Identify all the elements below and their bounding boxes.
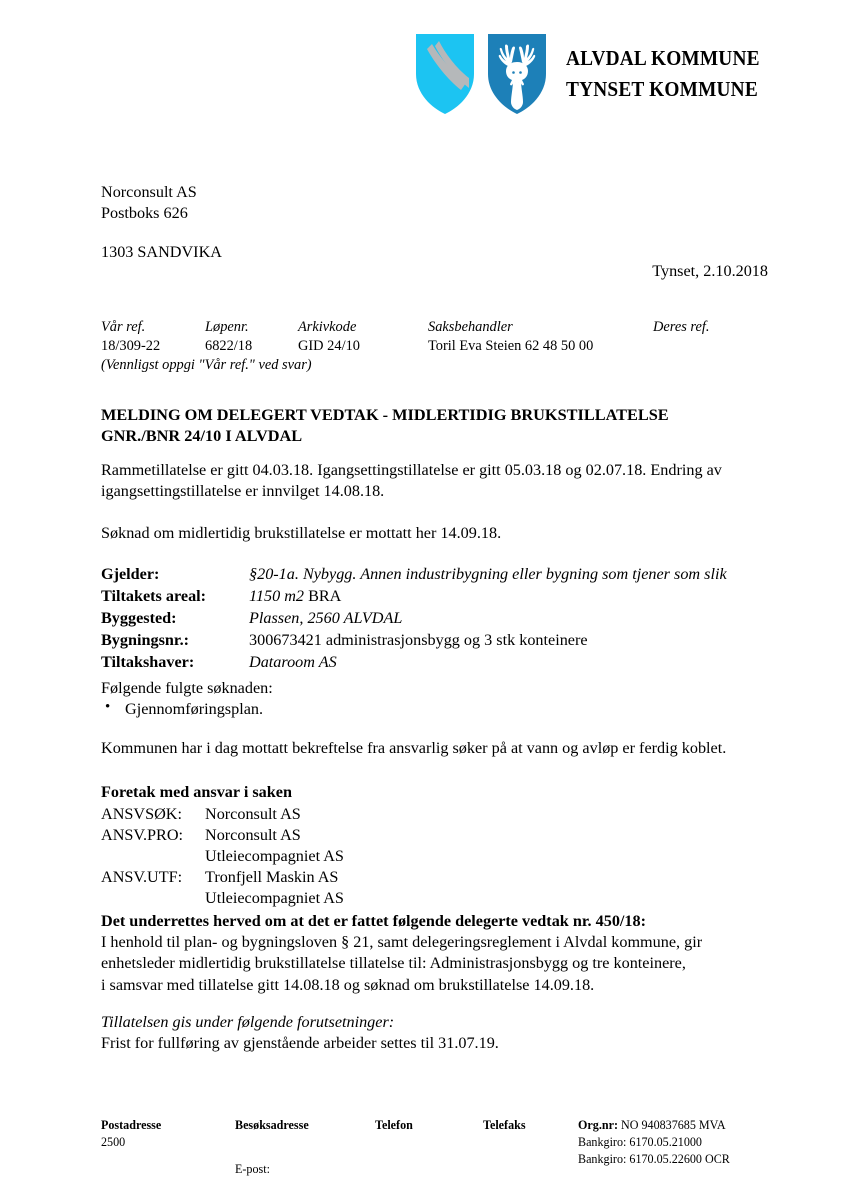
letterhead xyxy=(414,32,781,116)
decision-line3: i samsvar med tillatelse gitt 14.08.18 og søknad om brukstillatelse 14.09.18. xyxy=(101,975,595,994)
reference-table xyxy=(101,318,768,375)
recipient-address-block xyxy=(101,182,222,263)
conditions-line1: Frist for fullføring av gjenstående arbeider settes til 31.07.19. xyxy=(101,1034,499,1053)
detail-row-bygningsnr xyxy=(101,630,768,652)
attachments-section xyxy=(101,678,768,720)
responsible-firms-section xyxy=(101,782,768,909)
detail-value-areal xyxy=(249,586,768,608)
reference-value-row xyxy=(101,337,768,356)
page-footer xyxy=(101,1117,771,1177)
detail-label-areal: Tiltakets areal: xyxy=(101,586,207,605)
reference-note-row xyxy=(101,355,768,375)
footer-spacer-4 xyxy=(101,1150,235,1177)
value-lopenr: 6822/18 xyxy=(205,337,253,354)
footer-bankgiro-1: Bankgiro: 6170.05.21000 xyxy=(578,1135,702,1150)
firm-name: Utleiecompagniet AS xyxy=(205,847,344,866)
footer-header-row xyxy=(101,1117,771,1133)
case-details-table xyxy=(101,564,768,674)
firm-name: Tronfjell Maskin AS xyxy=(205,868,339,887)
address-spacer xyxy=(101,224,222,242)
attachments-list xyxy=(101,699,768,720)
footer-spacer-6 xyxy=(483,1150,578,1177)
decision-title: Det underrettes herved om at det er fattet følgende delegerte vedtak nr. 450/18: xyxy=(101,912,646,930)
decision-section xyxy=(101,911,768,996)
paragraph-rammetillatelse: Rammetillatelse er gitt 04.03.18. Igangsettingstillatelse er gitt 05.03.18 og 02.07.18. Endring av igangsettingstillatelse er innvilget 14.08.18. xyxy=(101,461,722,501)
page-title xyxy=(101,405,768,447)
detail-value-gjelder xyxy=(249,564,768,586)
detail-label-gjelder: Gjelder: xyxy=(101,565,160,583)
detail-row-areal xyxy=(101,586,768,608)
footer-postadresse-value: 2500 xyxy=(101,1135,126,1150)
conditions-title: Tillatelsen gis under følgende forutsetninger: xyxy=(101,1013,395,1031)
footer-orgnr-label: Org.nr: xyxy=(578,1118,618,1132)
footer-label-telefaks: Telefaks xyxy=(483,1118,526,1132)
kommune-name-tynset: TYNSET KOMMUNE xyxy=(565,76,758,101)
detail-row-gjelder xyxy=(101,564,768,586)
detail-value-tiltakshaver-italic: Dataroom AS xyxy=(249,652,337,671)
header-lopenr: Løpenr. xyxy=(205,319,249,335)
conditions-section xyxy=(101,1012,768,1054)
kommune-name-alvdal: ALVDAL KOMMUNE xyxy=(565,46,760,70)
firm-name: Norconsult AS xyxy=(205,826,301,845)
detail-value-bygningsnr: 300673421 administrasjonsbygg og 3 stk konteinere xyxy=(249,630,588,649)
firm-name: Utleiecompagniet AS xyxy=(205,889,344,908)
table-row xyxy=(101,825,344,846)
recipient-po-box: Postboks 626 xyxy=(101,204,188,223)
page-title-line1: MELDING OM DELEGERT VEDTAK - MIDLERTIDIG BRUKSTILLATELSE xyxy=(101,405,669,424)
footer-spacer-3 xyxy=(483,1133,578,1150)
date-line: Tynset, 2.10.2018 xyxy=(652,262,768,280)
detail-value-tiltakshaver xyxy=(249,652,768,674)
value-deres-ref xyxy=(653,337,768,356)
paragraph-soknad: Søknad om midlertidig brukstillatelse er mottatt her 14.09.18. xyxy=(101,524,502,542)
footer-label-telefon: Telefon xyxy=(375,1118,413,1132)
header-var-ref: Vår ref. xyxy=(101,319,146,335)
footer-label-besoksadresse: Besøksadresse xyxy=(235,1118,309,1132)
firm-role: ANSV.PRO: xyxy=(101,826,184,845)
firm-name: Norconsult AS xyxy=(205,805,301,824)
table-row xyxy=(101,867,344,888)
kommune-names xyxy=(566,48,781,100)
footer-orgnr xyxy=(578,1117,771,1133)
detail-label-byggested: Byggested: xyxy=(101,608,177,627)
firm-role: ANSVSØK: xyxy=(101,805,182,824)
detail-value-areal-roman: BRA xyxy=(304,586,342,605)
detail-label-bygningsnr: Bygningsnr.: xyxy=(101,630,190,649)
footer-spacer-1 xyxy=(235,1133,375,1150)
footer-epost-label: E-post: xyxy=(235,1162,270,1177)
table-row xyxy=(101,804,344,825)
footer-orgnr-value: NO 940837685 MVA xyxy=(617,1118,726,1132)
recipient-name: Norconsult AS xyxy=(101,183,197,201)
value-saksbehandler: Toril Eva Steien 62 48 50 00 xyxy=(428,337,594,354)
responsible-firms-title: Foretak med ansvar i saken xyxy=(101,783,292,801)
firm-role xyxy=(101,846,205,867)
table-row xyxy=(101,846,344,867)
footer-label-postadresse: Postadresse xyxy=(101,1118,162,1132)
header-arkivkode: Arkivkode xyxy=(298,319,357,335)
list-item: • Gjennomføringsplan. xyxy=(101,699,768,720)
header-saksbehandler: Saksbehandler xyxy=(428,319,513,335)
reference-note: (Vennligst oppgi "Vår ref." ved svar) xyxy=(101,357,312,374)
detail-value-gjelder-italic: §20-1a. Nybygg. Annen industribygning eller bygning som tjener som slik xyxy=(249,565,727,583)
decision-line2: enhetsleder midlertidig brukstillatelse tillatelse til: Administrasjonsbygg og tre konteinere, xyxy=(101,954,686,973)
value-arkivkode: GID 24/10 xyxy=(298,337,360,354)
detail-value-byggested xyxy=(249,608,768,630)
table-row xyxy=(101,888,344,909)
attachments-intro: Følgende fulgte søknaden: xyxy=(101,679,273,697)
paragraph-kommunen: Kommunen har i dag mottatt bekreftelse fra ansvarlig søker på at vann og avløp er ferdig koblet. xyxy=(101,739,727,757)
header-deres-ref: Deres ref. xyxy=(653,319,710,335)
detail-row-tiltakshaver xyxy=(101,652,768,674)
page-title-line2: GNR./BNR 24/10 I ALVDAL xyxy=(101,425,303,445)
footer-spacer-5 xyxy=(375,1150,483,1177)
decision-line1: I henhold til plan- og bygningsloven § 21, samt delegeringsreglement i Alvdal kommune, gir xyxy=(101,933,703,952)
reference-header-row xyxy=(101,318,768,337)
alvdal-shield-icon xyxy=(414,32,476,116)
tynset-shield-icon xyxy=(486,32,548,116)
coat-of-arms-group xyxy=(414,32,548,116)
footer-row-2 xyxy=(101,1133,771,1150)
firm-role: ANSV.UTF: xyxy=(101,868,183,887)
recipient-postal-city: 1303 SANDVIKA xyxy=(101,243,222,262)
detail-row-byggested xyxy=(101,608,768,630)
detail-value-areal-italic: 1150 m2 xyxy=(249,586,305,605)
footer-bankgiro-2: Bankgiro: 6170.05.22600 OCR xyxy=(578,1152,730,1167)
detail-value-byggested-italic: Plassen, 2560 ALVDAL xyxy=(249,608,403,627)
firm-role xyxy=(101,888,205,909)
footer-row-3 xyxy=(101,1150,771,1177)
footer-spacer-2 xyxy=(375,1133,483,1150)
value-var-ref: 18/309-22 xyxy=(101,337,161,354)
detail-label-tiltakshaver: Tiltakshaver: xyxy=(101,652,195,671)
